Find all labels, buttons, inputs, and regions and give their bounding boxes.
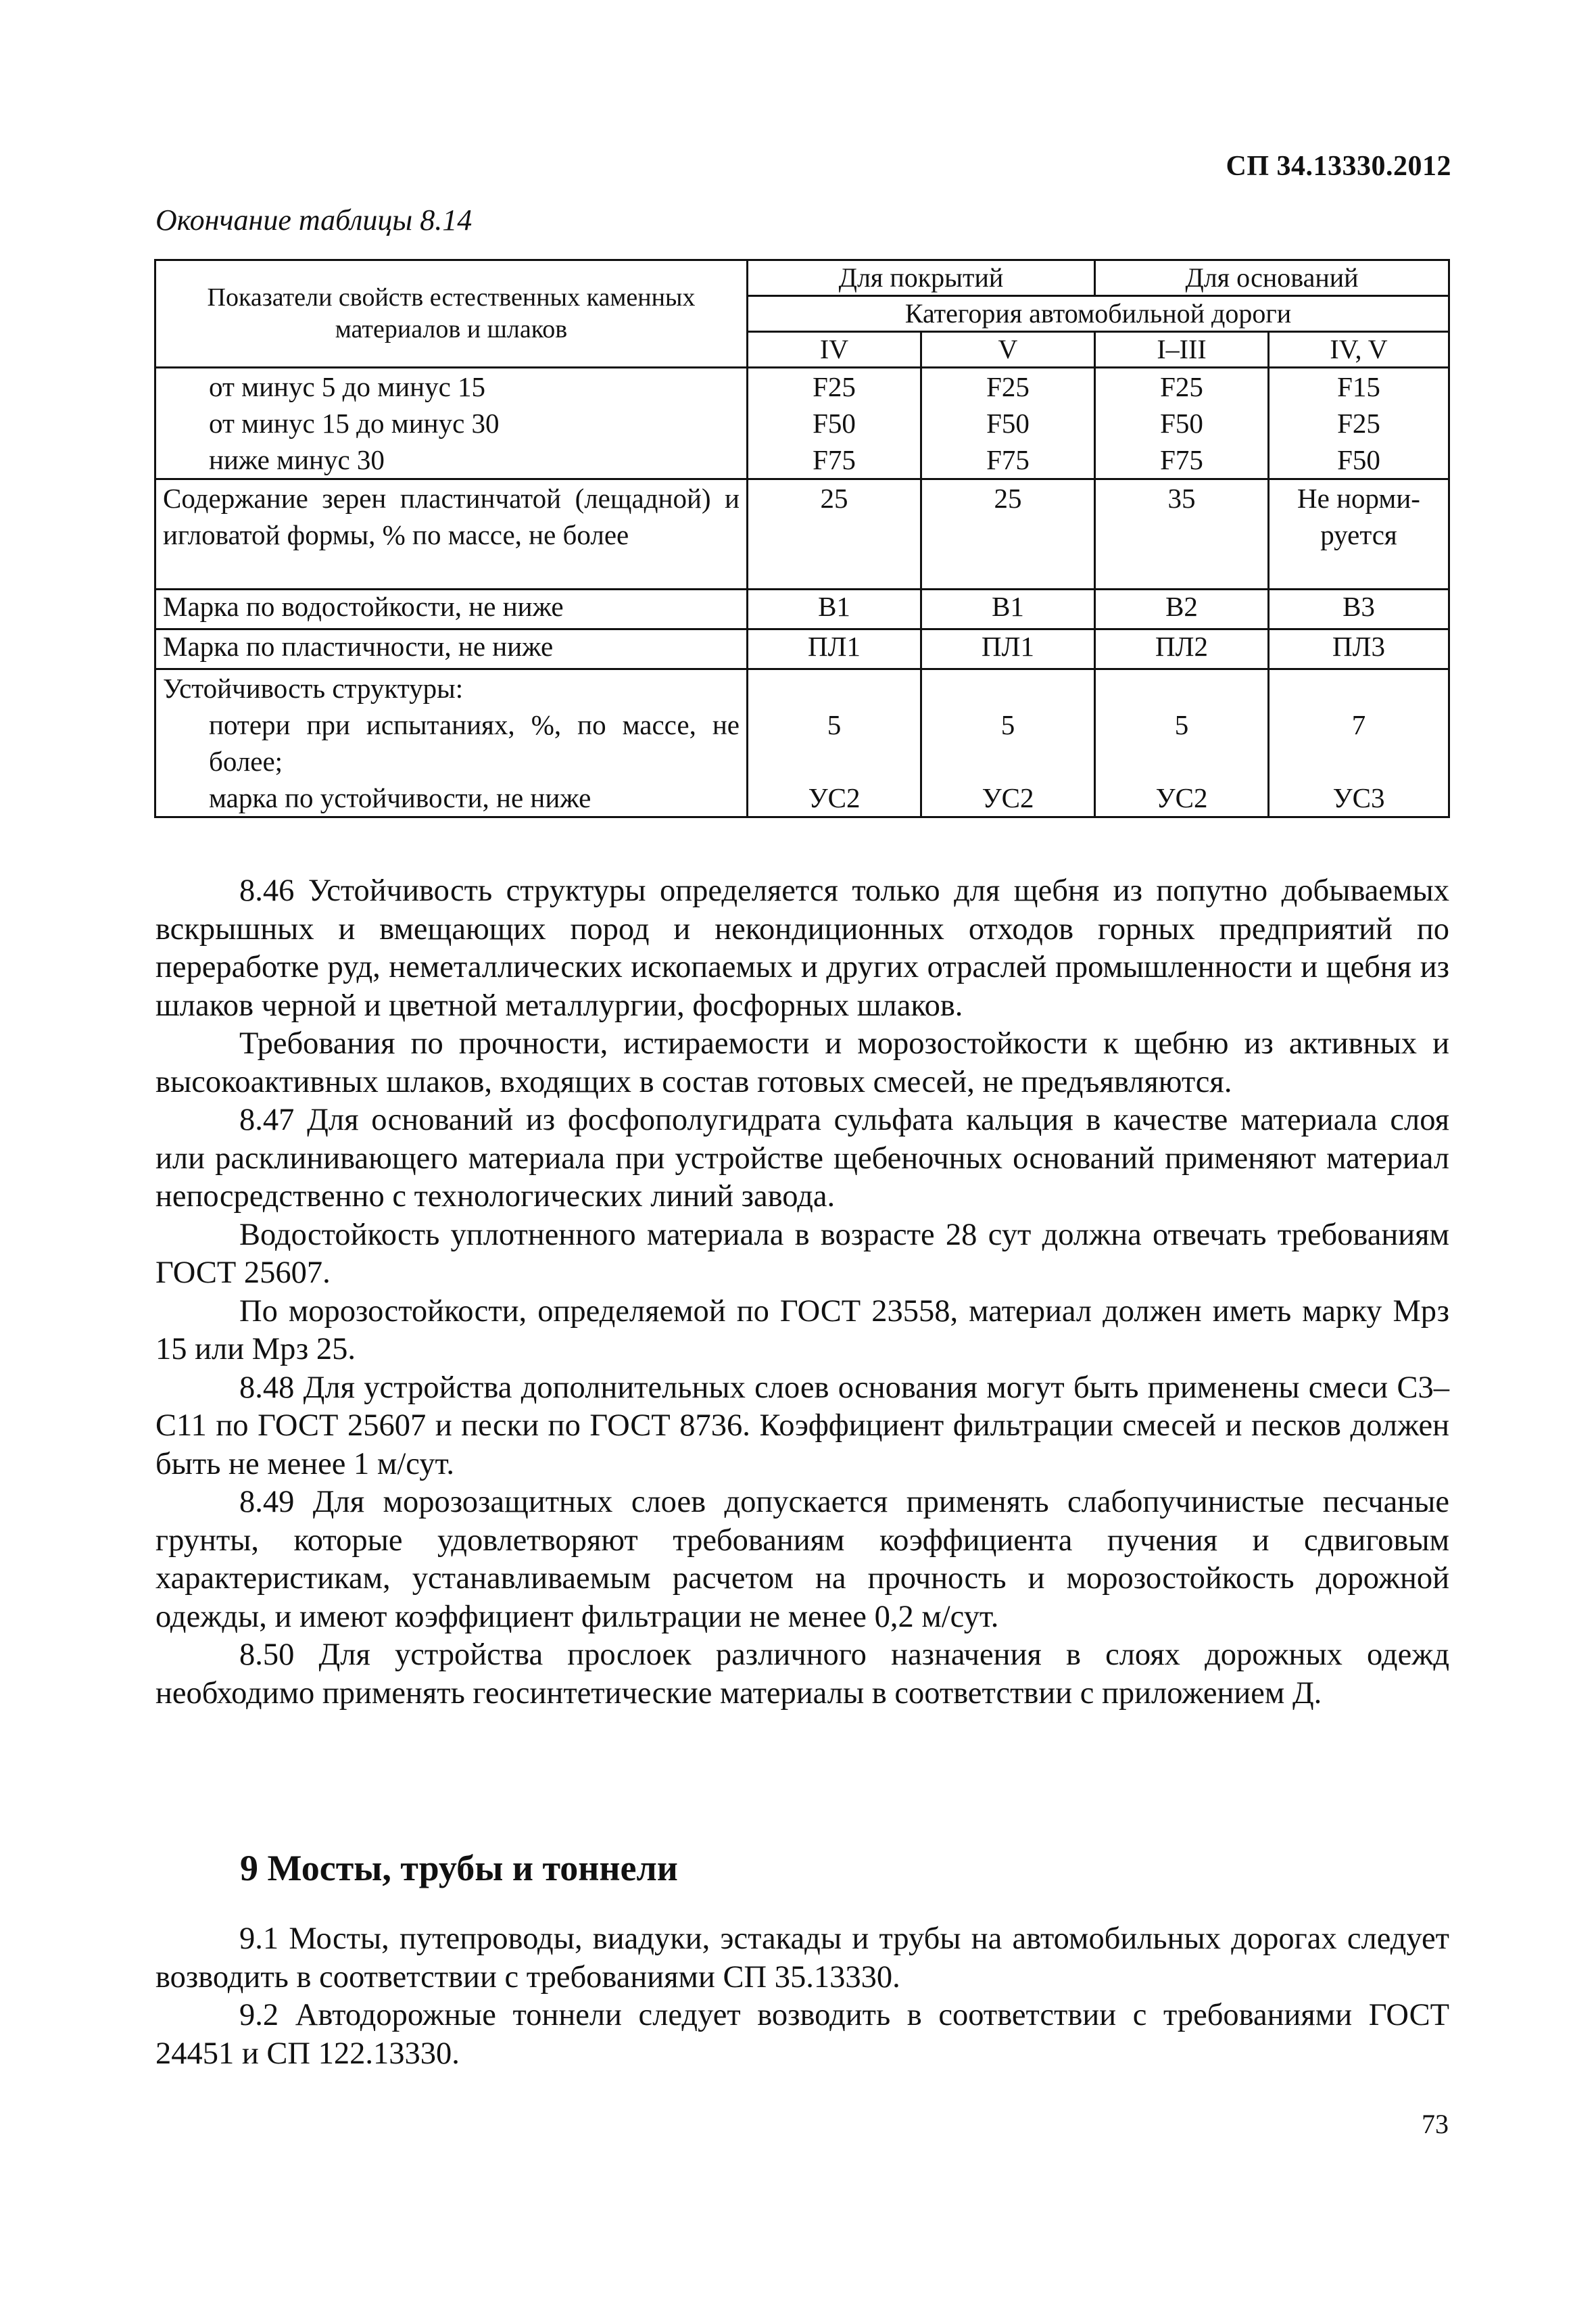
section-body bbox=[155, 1920, 1449, 2073]
header-road-category: Категория автомобильной дороги bbox=[748, 296, 1449, 332]
table-caption: Окончание таблицы 8.14 bbox=[155, 204, 473, 237]
table-cell: 35 bbox=[1095, 479, 1269, 590]
body-text bbox=[155, 872, 1449, 1713]
cell-value: УС2 bbox=[1155, 782, 1208, 813]
header-category-iv-v: IV, V bbox=[1269, 332, 1449, 368]
header-for-coatings: Для покрытий bbox=[748, 260, 1095, 296]
document-code: СП 34.13330.2012 bbox=[1226, 151, 1451, 182]
cell-value: F15 bbox=[1337, 371, 1380, 402]
paragraph: 8.50 Для устройства прослоек различного назначения в слоях дорожных одежд необходимо применять геосинтетические материалы в соответствии с приложением Д. bbox=[155, 1638, 1449, 1711]
row-label bbox=[155, 669, 748, 817]
table-cell bbox=[921, 368, 1095, 479]
header-for-bases: Для оснований bbox=[1095, 260, 1449, 296]
header-category-i-iii: I–III bbox=[1095, 332, 1269, 368]
header-property: Показатели свойств естественных каменных материалов и шлаков bbox=[155, 260, 748, 368]
row-sublabel: от минус 15 до минус 30 bbox=[209, 408, 500, 439]
table-row bbox=[155, 479, 1449, 590]
paragraph: 8.47 Для оснований из фосфополугидрата сульфата кальция в качестве материала слоя или расклинивающего материала при устройстве щебеночных оснований применяют материал непосредственно с технологических линий завода. bbox=[155, 1103, 1449, 1214]
table-cell bbox=[748, 368, 921, 479]
table-cell: В3 bbox=[1269, 590, 1449, 629]
table-cell: Не норми-руется bbox=[1269, 479, 1449, 590]
table-cell bbox=[1269, 368, 1449, 479]
row-label: Содержание зерен пластинчатой (лещадной) и игловатой формы, % по массе, не более bbox=[155, 479, 748, 590]
cell-value: 7 bbox=[1351, 709, 1366, 740]
paragraph: Водостойкость уплотненного материала в возрасте 28 сут должна отвечать требованиям ГОСТ 25607. bbox=[155, 1217, 1449, 1290]
table-cell: ПЛ3 bbox=[1269, 629, 1449, 669]
cell-value: F50 bbox=[986, 408, 1030, 439]
table-cell: 25 bbox=[921, 479, 1095, 590]
properties-table bbox=[154, 259, 1450, 818]
page-number: 73 bbox=[1422, 2109, 1449, 2139]
header-category-v: V bbox=[921, 332, 1095, 368]
table-cell: ПЛ1 bbox=[748, 629, 921, 669]
row-label bbox=[155, 368, 748, 479]
paragraph: Требования по прочности, истираемости и морозостойкости к щебню из активных и высокоактивных шлаков, входящих в состав готовых смесей, не предъявляются. bbox=[155, 1026, 1449, 1099]
table-cell bbox=[1095, 669, 1269, 817]
table-cell: ПЛ2 bbox=[1095, 629, 1269, 669]
cell-value: УС2 bbox=[982, 782, 1034, 813]
table-cell: В2 bbox=[1095, 590, 1269, 629]
row-sublabel: от минус 5 до минус 15 bbox=[209, 371, 486, 402]
table-row bbox=[155, 590, 1449, 629]
cell-value: УС2 bbox=[808, 782, 861, 813]
row-sublabel: ниже минус 30 bbox=[209, 444, 385, 475]
cell-value: F75 bbox=[986, 444, 1030, 475]
cell-value: 5 bbox=[1174, 709, 1189, 740]
paragraph: По морозостойкости, определяемой по ГОСТ 23558, материал должен иметь марку Мрз 15 или Мрз 25. bbox=[155, 1293, 1449, 1366]
table-cell: В1 bbox=[748, 590, 921, 629]
cell-value: 5 bbox=[827, 709, 842, 740]
cell-value: F25 bbox=[1160, 371, 1203, 402]
row-sublabel: марка по устойчивости, не ниже bbox=[209, 782, 591, 813]
paragraph: 9.2 Автодорожные тоннели следует возводить в соответствии с требованиями ГОСТ 24451 и СП 122.13330. bbox=[155, 1998, 1449, 2071]
paragraph: 8.48 Для устройства дополнительных слоев основания могут быть применены смеси С3–С11 по ГОСТ 25607 и пески по ГОСТ 8736. Коэффициент фильтрации смесей и песков должен быть не менее 1 м/сут. bbox=[155, 1370, 1449, 1481]
cell-value: F50 bbox=[1160, 408, 1203, 439]
cell-value: F75 bbox=[1160, 444, 1203, 475]
cell-value: F25 bbox=[813, 371, 856, 402]
row-label: Марка по пластичности, не ниже bbox=[155, 629, 748, 669]
table-cell: В1 bbox=[921, 590, 1095, 629]
table-row bbox=[155, 368, 1449, 479]
table-cell bbox=[748, 669, 921, 817]
row-label-title: Устойчивость структуры: bbox=[163, 673, 464, 704]
paragraph: 8.46 Устойчивость структуры определяется только для щебня из попутно добываемых вскрышных и вмещающих пород и некондиционных отходов горных предприятий по переработке руд, неметаллических ископаемых и других отраслей промышленности и щебня из шлаков черной и цветной металлургии, фосфорных шлаков. bbox=[155, 874, 1449, 1023]
cell-value: F25 bbox=[986, 371, 1030, 402]
table-row bbox=[155, 629, 1449, 669]
row-label: Марка по водостойкости, не ниже bbox=[155, 590, 748, 629]
cell-value: 5 bbox=[1000, 709, 1015, 740]
table-cell bbox=[1095, 368, 1269, 479]
row-sublabel: потери при испытаниях, %, по массе, не более; bbox=[209, 709, 740, 777]
cell-value: F75 bbox=[813, 444, 856, 475]
cell-value: F50 bbox=[1337, 444, 1380, 475]
paragraph: 9.1 Мосты, путепроводы, виадуки, эстакады и трубы на автомобильных дорогах следует возводить в соответствии с требованиями СП 35.13330. bbox=[155, 1922, 1449, 1995]
cell-value: F50 bbox=[813, 408, 856, 439]
table-cell: ПЛ1 bbox=[921, 629, 1095, 669]
cell-value: F25 bbox=[1337, 408, 1380, 439]
paragraph: 8.49 Для морозозащитных слоев допускается применять слабопучинистые песчаные грунты, которые удовлетворяют требованиям коэффициента пучения и сдвиговым характеристикам, устанавливаемым расчетом на прочность и морозостойкость дорожной одежды, и имеют коэффициент фильтрации не менее 0,2 м/сут. bbox=[155, 1485, 1449, 1634]
header-category-iv: IV bbox=[748, 332, 921, 368]
table-header-row bbox=[155, 260, 1449, 296]
cell-value: УС3 bbox=[1332, 782, 1385, 813]
table-row bbox=[155, 669, 1449, 817]
table-cell: 25 bbox=[748, 479, 921, 590]
table-cell bbox=[1269, 669, 1449, 817]
section-title: 9 Мосты, трубы и тоннели bbox=[240, 1848, 678, 1888]
table-cell bbox=[921, 669, 1095, 817]
